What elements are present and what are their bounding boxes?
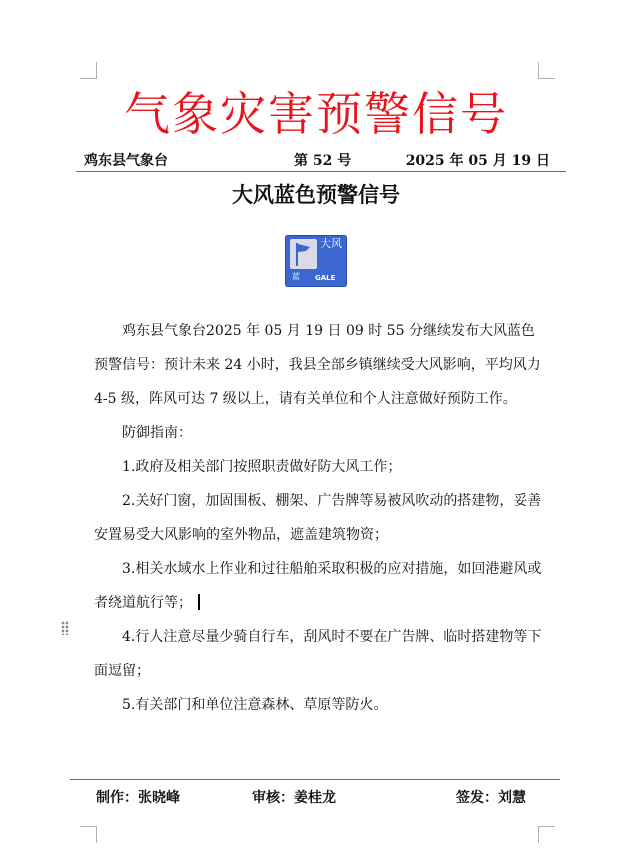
crop-mark-bottom-left <box>80 826 97 843</box>
gale-blue-signal-icon <box>285 235 347 287</box>
maker-signature: 制作：张晓峰 <box>96 790 180 806</box>
body-paragraph-item-4[interactable]: 4.行人注意尽量少骑自行车，刮风时不要在广告牌、临时搭建物等下面逗留； <box>94 629 542 679</box>
body-paragraph-guide-heading[interactable]: 防御指南： <box>122 425 192 441</box>
banner-title: 气象灾害预警信号 <box>124 87 508 141</box>
issue-number: 第 52 号 <box>294 153 352 169</box>
crop-mark-top-right <box>538 62 555 79</box>
signer-signature: 签发：刘慧 <box>456 790 526 806</box>
crop-mark-bottom-right <box>538 826 555 843</box>
signal-text-cn: 大风 <box>320 237 342 250</box>
paragraph-drag-handle-icon[interactable] <box>61 621 69 635</box>
signal-level-cn: 蓝 <box>292 272 300 281</box>
issue-date: 2025 年 05 月 19 日 <box>405 153 550 169</box>
body-paragraph-item-1[interactable]: 1.政府及相关部门按照职责做好防大风工作； <box>122 459 402 475</box>
signal-text-en: GALE <box>315 274 336 282</box>
document-title: 大风蓝色预警信号 <box>232 182 400 207</box>
text-cursor <box>198 594 200 610</box>
body-paragraph-item-3[interactable] <box>94 552 542 620</box>
flag-icon <box>290 239 317 269</box>
issuing-organization: 鸡东县气象台 <box>84 153 168 169</box>
document-body[interactable] <box>94 314 542 722</box>
body-paragraph-item-3-text[interactable]: 3.相关水域水上作业和过往船舶采取积极的应对措施，如回港避风或者绕道航行等； <box>94 561 542 611</box>
footer-divider <box>70 779 560 780</box>
body-paragraph-item-5[interactable]: 5.有关部门和单位注意森林、草原等防火。 <box>122 697 388 713</box>
body-paragraph-intro[interactable]: 鸡东县气象台2025 年 05 月 19 日 09 时 55 分继续发布大风蓝色预警信号：预计未来 24 小时，我县全部乡镇继续受大风影响，平均风力 4-5 级，阵风可达 7 级以上，请有关单位和个人注意做好预防工作。 <box>94 323 541 407</box>
header-divider <box>76 171 566 172</box>
reviewer-signature: 审核：姜桂龙 <box>252 790 336 806</box>
crop-mark-top-left <box>80 62 97 79</box>
body-paragraph-item-2[interactable]: 2.关好门窗，加固围板、棚架、广告牌等易被风吹动的搭建物，妥善安置易受大风影响的室外物品，遮盖建筑物资； <box>94 493 542 543</box>
